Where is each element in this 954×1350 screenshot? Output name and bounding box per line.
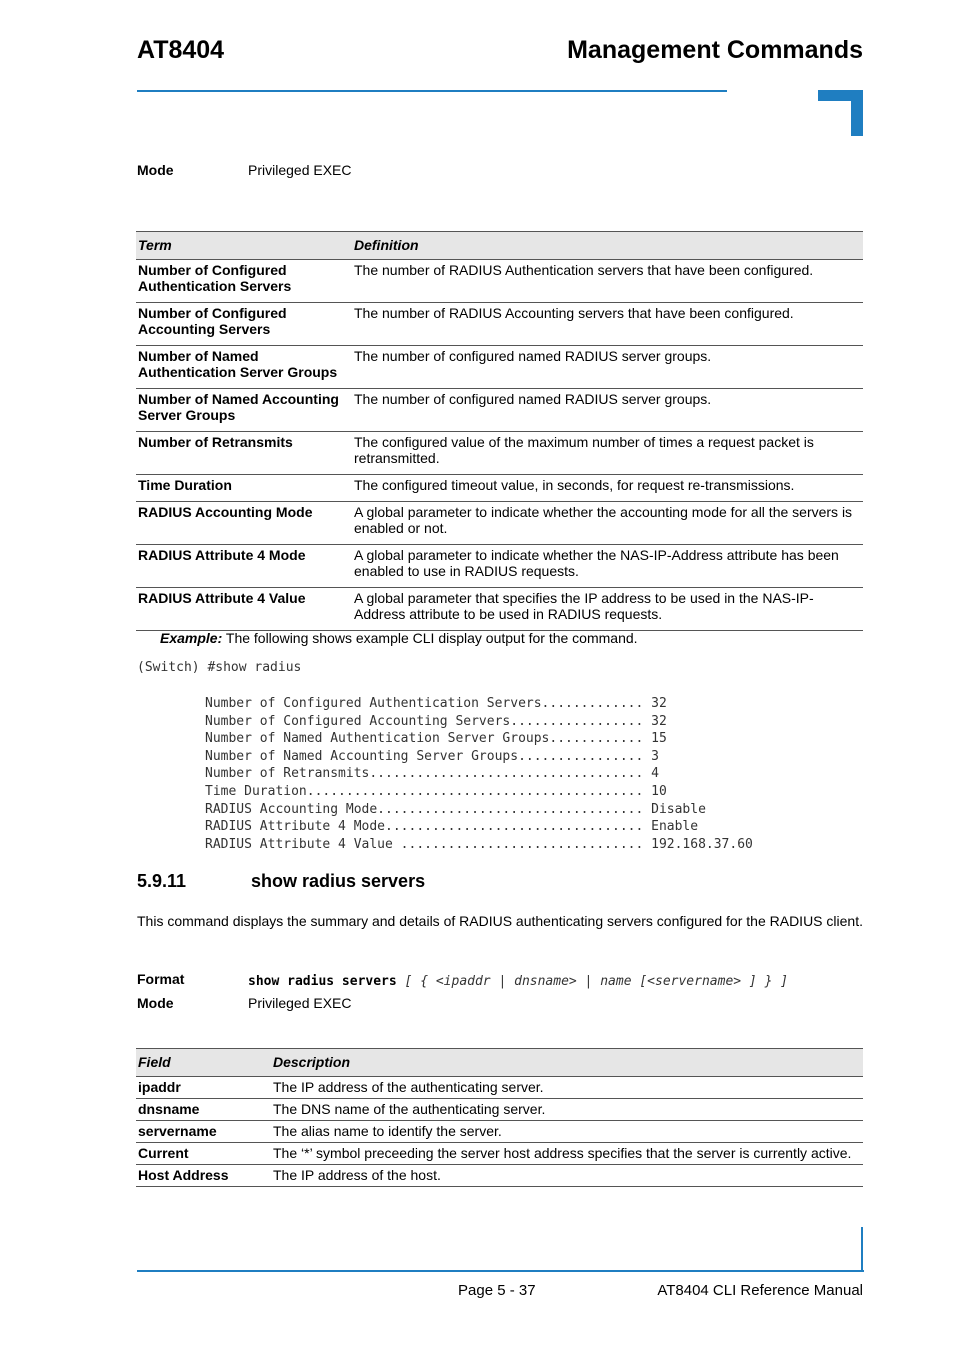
description-cell: The IP address of the authenticating server. [271,1077,863,1099]
term-cell: RADIUS Attribute 4 Value [136,588,352,631]
definition-cell: The configured timeout value, in seconds, for request re-transmissions. [352,475,863,502]
mode-value-2: Privileged EXEC [248,995,352,1011]
description-cell: The ‘*’ symbol preceeding the server host address specifies that the server is currently active. [271,1143,863,1165]
format-command: show radius servers [248,974,397,989]
definition-cell: The number of RADIUS Authentication servers that have been configured. [352,260,863,303]
table-row [136,346,863,389]
table-row [136,260,863,303]
table-row [136,475,863,502]
table-row [136,1077,863,1099]
cli-output [205,695,753,853]
format-label: Format [137,971,185,987]
table-row [136,389,863,432]
cli-output-line: RADIUS Accounting Mode.................................. Disable [205,801,706,817]
definition-cell: A global parameter to indicate whether the accounting mode for all the servers is enabled or not. [352,502,863,545]
section-number: 5.9.11 [137,871,187,891]
term-cell: Number of Configured Accounting Servers [136,303,352,346]
manual-title: AT8404 CLI Reference Manual [657,1282,863,1299]
cli-output-line: RADIUS Attribute 4 Value ............................... 192.168.37.60 [205,836,753,852]
field-description-table [136,1048,863,1187]
mode-label-2: Mode [137,995,174,1011]
definition-cell: A global parameter to indicate whether the NAS-IP-Address attribute has been enabled to use in RADIUS requests. [352,545,863,588]
term-cell: RADIUS Attribute 4 Mode [136,545,352,588]
definition-cell: A global parameter that specifies the IP address to be used in the NAS-IP-Address attribute to be used in RADIUS requests. [352,588,863,631]
term-cell: Number of Named Accounting Server Groups [136,389,352,432]
field-cell: ipaddr [136,1077,271,1099]
example-label: Example: [160,630,223,646]
definition-column-header: Definition [352,232,863,260]
cli-output-line: Number of Retransmits................................... 4 [205,766,659,782]
description-column-header: Description [271,1049,863,1077]
description-cell: The alias name to identify the server. [271,1121,863,1143]
table-row [136,432,863,475]
cli-output-line: Time Duration........................................... 10 [205,783,667,799]
definition-cell: The number of configured named RADIUS server groups. [352,389,863,432]
table-row [136,1165,863,1187]
format-syntax [248,972,788,990]
cli-output-line: Number of Configured Accounting Servers................. 32 [205,713,667,729]
document-section-title: Management Commands [567,36,863,64]
field-cell: Current [136,1143,271,1165]
field-column-header: Field [136,1049,271,1077]
cli-output-line: Number of Configured Authentication Servers............. 32 [205,696,667,711]
term-column-header: Term [136,232,352,260]
footer-rule [137,1270,864,1272]
footer-corner-mark [861,1227,863,1272]
term-cell: Time Duration [136,475,352,502]
table-row [136,303,863,346]
mode-label: Mode [137,162,174,178]
example-text: The following shows example CLI display output for the command. [222,630,638,646]
field-cell: Host Address [136,1165,271,1187]
mode-value: Privileged EXEC [248,162,352,178]
field-cell: servername [136,1121,271,1143]
description-cell: The DNS name of the authenticating server. [271,1099,863,1121]
table-row [136,588,863,631]
description-cell: The IP address of the host. [271,1165,863,1187]
table-row [136,1121,863,1143]
cli-prompt: (Switch) #show radius [137,660,302,675]
section-description: This command displays the summary and details of RADIUS authenticating servers configured for the RADIUS client. [137,913,863,929]
term-definition-table [136,231,863,631]
example-caption [160,630,638,646]
section-title: show radius servers [251,871,426,891]
field-cell: dnsname [136,1099,271,1121]
table-header-row [136,232,863,260]
definition-cell: The configured value of the maximum number of times a request packet is retransmitted. [352,432,863,475]
cli-output-line: Number of Named Authentication Server Groups............ 15 [205,731,667,747]
header-corner-mark-vertical [851,90,863,136]
table-row [136,545,863,588]
cli-output-line: RADIUS Attribute 4 Mode................................. Enable [205,819,699,835]
term-cell: Number of Named Authentication Server Groups [136,346,352,389]
term-cell: RADIUS Accounting Mode [136,502,352,545]
table-row [136,502,863,545]
definition-cell: The number of configured named RADIUS server groups. [352,346,863,389]
header-rule [137,90,727,92]
format-arguments: [ { <ipaddr | dnsname> | name [<servername> ] } ] [396,974,789,989]
term-cell: Number of Configured Authentication Servers [136,260,352,303]
page-number: Page 5 - 37 [458,1282,536,1299]
table-row [136,1143,863,1165]
table-header-row [136,1049,863,1077]
cli-output-line: Number of Named Accounting Server Groups................ 3 [205,748,659,764]
table-row [136,1099,863,1121]
term-cell: Number of Retransmits [136,432,352,475]
document-product-title: AT8404 [137,36,225,64]
definition-cell: The number of RADIUS Accounting servers that have been configured. [352,303,863,346]
